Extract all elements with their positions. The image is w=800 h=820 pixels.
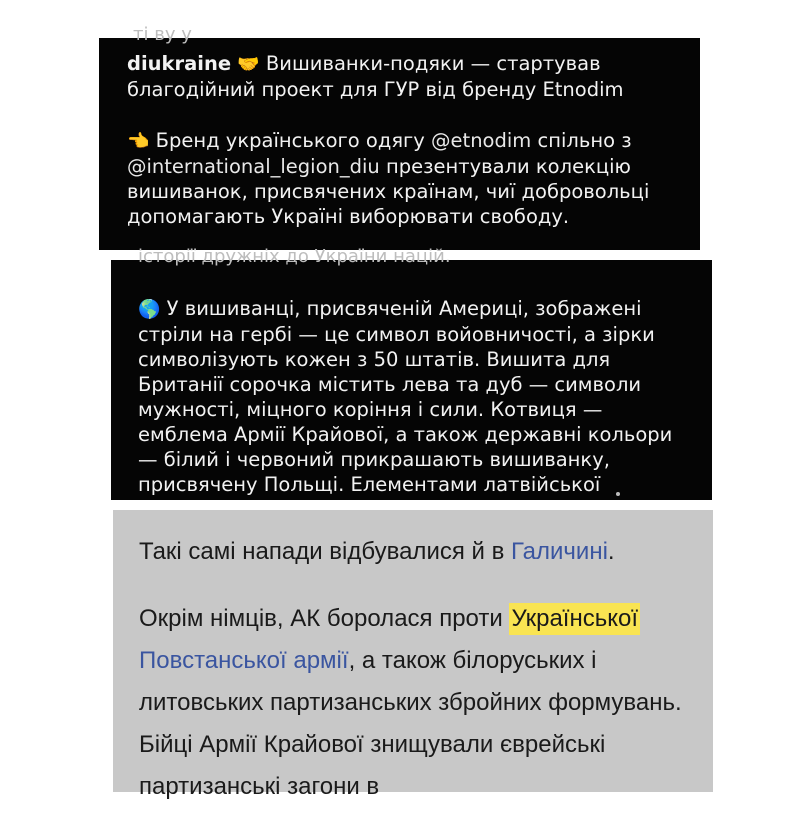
wiki-text: .	[607, 538, 615, 565]
caption-paragraph	[138, 296, 694, 497]
wiki-paragraph-2	[139, 598, 699, 808]
instagram-caption-panel-top	[99, 24, 700, 250]
pointing-hand-icon: 👈	[127, 131, 150, 152]
wiki-text: Окрім німців, АК боролася проти	[139, 605, 510, 632]
wikipedia-excerpt-panel	[113, 510, 713, 800]
instagram-caption-panel-middle	[111, 246, 712, 500]
cut-off-text-line: історії дружніх до України націй.	[138, 246, 451, 267]
cut-off-text-line: ті ву у	[133, 24, 192, 45]
caption-text: спільно з	[531, 129, 632, 152]
handshake-icon: 🤝	[237, 54, 260, 75]
caption-second-paragraph	[127, 128, 680, 229]
wiki-text: , а також білоруських і литовських партизанських збройних формувань. Бійці Армії Крайової знищували єврейські партизанські загони в	[139, 647, 682, 800]
highlighted-word: Української	[509, 603, 640, 635]
wiki-paragraph-1	[139, 531, 699, 573]
caption-body	[127, 51, 680, 229]
caption-first-paragraph	[127, 51, 680, 102]
caption-headline: Вишиванки-подяки — стартував благодійний проект для ГУР від бренду Etnodim	[127, 52, 624, 101]
cut-off-glyph	[616, 492, 620, 496]
mention-etnodim-link[interactable]: @etnodim	[431, 129, 532, 152]
caption-text: Бренд українського одягу	[155, 129, 432, 152]
caption-text: презентували колекцію вишиванок, присвячених країнам, чиї добровольці допомагають Україні виборювати свободу.	[127, 155, 650, 228]
mention-international-legion-link[interactable]: @international_legion_diu	[127, 155, 380, 178]
galychyna-link[interactable]: Галичині	[511, 538, 608, 565]
caption-text: У вишиванці, присвяченій Америці, зображені стріли на гербі — це символ войовничості, а зірки символізують кожен з 50 штатів. Вишита для Британії сорочка містить лева та дуб — символи мужності, міцного коріння і сили. Котвиця — емблема Армії Крайової, а також державні кольори — білий і червоний прикрашають вишиванку, присвячену Польщі. Елементами латвійської	[138, 297, 673, 496]
upa-link[interactable]: Повстанської армії	[139, 647, 349, 674]
username-link[interactable]: diukraine	[127, 52, 232, 75]
globe-americas-icon: 🌎	[138, 299, 161, 320]
wiki-text: Такі самі напади відбувалися й в	[139, 538, 511, 565]
